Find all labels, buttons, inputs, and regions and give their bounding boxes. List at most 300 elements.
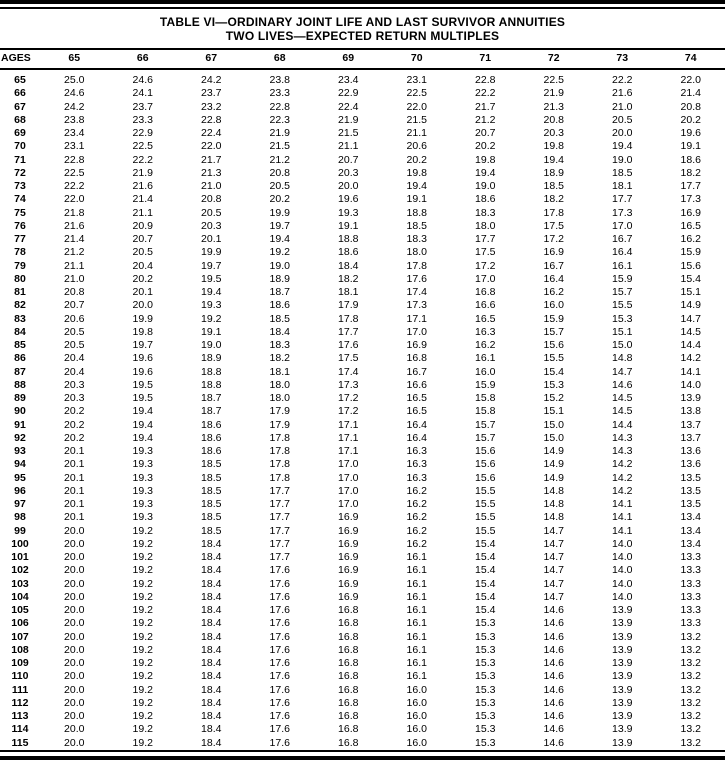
multiple-value: 17.8 (406, 259, 427, 272)
multiple-value: 17.2 (338, 405, 359, 418)
multiple-value: 18.3 (269, 339, 290, 351)
bottom-thick-rule (0, 756, 725, 760)
multiple-value: 15.3 (475, 657, 496, 669)
multiple-value: 17.4 (406, 286, 427, 298)
multiple-value: 14.6 (612, 378, 633, 391)
multiple-value: 15.4 (475, 537, 496, 550)
multiple-value: 21.1 (338, 140, 359, 153)
multiple-value: 18.4 (201, 643, 222, 656)
multiple-value: 19.4 (269, 233, 290, 245)
multiple-value: 18.4 (201, 537, 222, 550)
multiple-value: 16.8 (338, 657, 359, 669)
row-age-label: 86 (14, 352, 26, 365)
ages-column-header: AGES (0, 50, 40, 69)
multiple-value: 18.4 (201, 736, 222, 749)
multiple-value: 13.4 (680, 511, 701, 524)
row-age-label: 105 (11, 604, 29, 616)
multiple-value: 15.4 (475, 590, 496, 603)
multiple-value: 18.4 (201, 590, 222, 603)
multiple-value: 19.6 (338, 193, 359, 206)
multiple-value: 19.4 (201, 286, 222, 298)
table-row (0, 591, 725, 604)
multiple-value: 16.1 (406, 590, 427, 603)
multiple-value: 16.0 (406, 723, 427, 736)
multiple-value: 16.9 (680, 206, 701, 219)
multiple-value: 14.6 (543, 683, 564, 696)
row-age-label: 73 (14, 180, 26, 192)
multiple-value: 14.8 (543, 511, 564, 524)
multiple-value: 18.3 (475, 206, 496, 219)
multiple-value: 18.8 (406, 206, 427, 219)
multiple-value: 17.2 (475, 259, 496, 272)
multiple-value: 14.8 (543, 484, 564, 497)
multiple-value: 18.9 (269, 272, 290, 285)
multiple-value: 13.2 (680, 643, 701, 656)
row-age-label: 97 (14, 498, 26, 510)
multiple-value: 23.1 (406, 74, 427, 86)
multiple-value: 23.1 (64, 140, 85, 153)
row-age-label: 70 (14, 140, 26, 153)
multiple-value: 15.5 (543, 352, 564, 365)
multiple-value: 16.8 (338, 617, 359, 630)
multiple-value: 16.1 (406, 564, 427, 577)
multiple-value: 18.6 (475, 193, 496, 206)
table-row (0, 723, 725, 736)
multiple-value: 21.0 (612, 100, 633, 113)
multiple-value: 16.7 (406, 365, 427, 378)
age-column-header: 70 (383, 50, 452, 69)
table-row (0, 485, 725, 498)
multiple-value: 16.8 (338, 630, 359, 643)
table-row (0, 498, 725, 511)
table-row (0, 419, 725, 432)
multiple-value: 17.7 (269, 551, 290, 563)
multiple-value: 17.7 (680, 180, 701, 192)
multiple-value: 17.0 (338, 471, 359, 484)
multiple-value: 17.2 (543, 233, 564, 245)
multiple-value: 15.5 (475, 498, 496, 510)
row-age-label: 109 (11, 657, 29, 669)
multiple-value: 18.5 (201, 471, 222, 484)
multiple-value: 14.5 (680, 325, 701, 338)
row-age-label: 81 (14, 286, 26, 298)
multiple-value: 23.4 (338, 74, 359, 86)
multiple-value: 21.5 (406, 113, 427, 126)
row-age-label: 72 (14, 166, 26, 179)
multiple-value: 18.4 (269, 325, 290, 338)
table-subtitle: TWO LIVES—EXPECTED RETURN MULTIPLES (225, 29, 500, 43)
table-row (0, 657, 725, 670)
multiple-value: 16.2 (406, 537, 427, 550)
multiple-value: 14.1 (612, 524, 633, 537)
multiple-value: 19.2 (132, 710, 153, 722)
row-age-label: 69 (14, 127, 26, 139)
multiple-value: 13.2 (680, 630, 701, 643)
multiple-value: 13.9 (612, 683, 633, 696)
multiple-value: 19.3 (132, 445, 153, 457)
table-row (0, 631, 725, 644)
multiple-value: 19.2 (132, 617, 153, 630)
multiple-value: 20.0 (612, 127, 633, 139)
multiple-value: 15.3 (475, 670, 496, 683)
multiple-value: 13.5 (680, 471, 701, 484)
multiple-value: 20.1 (64, 511, 85, 524)
multiple-value: 22.2 (475, 87, 496, 100)
multiple-value: 17.0 (406, 325, 427, 338)
multiple-value: 21.6 (132, 180, 153, 192)
multiple-value: 15.4 (475, 551, 496, 563)
multiple-value: 13.9 (612, 604, 633, 616)
table-row (0, 737, 725, 750)
multiple-value: 16.9 (338, 551, 359, 563)
multiple-value: 18.5 (406, 219, 427, 232)
multiple-value: 16.1 (406, 551, 427, 563)
multiple-value: 17.7 (475, 233, 496, 245)
multiple-value: 18.0 (475, 219, 496, 232)
multiple-value: 16.8 (338, 723, 359, 736)
table-row (0, 127, 725, 140)
multiple-value: 16.8 (338, 683, 359, 696)
multiple-value: 22.0 (64, 193, 85, 206)
multiple-value: 20.0 (64, 710, 85, 722)
multiple-value: 23.4 (64, 127, 85, 139)
multiple-value: 20.1 (132, 286, 153, 298)
multiple-value: 15.6 (543, 339, 564, 351)
multiple-value: 17.9 (338, 299, 359, 312)
multiple-value: 18.0 (406, 246, 427, 259)
multiple-value: 15.5 (475, 511, 496, 524)
multiple-value: 13.9 (612, 617, 633, 630)
table-row (0, 525, 725, 538)
multiple-value: 18.4 (201, 670, 222, 683)
row-age-label: 66 (14, 87, 26, 100)
multiple-value: 18.1 (269, 365, 290, 378)
age-column-header: 73 (588, 50, 657, 69)
multiple-value: 17.0 (612, 219, 633, 232)
multiple-value: 13.3 (680, 604, 701, 616)
multiple-value: 18.4 (201, 630, 222, 643)
multiple-value: 15.0 (543, 431, 564, 444)
multiple-value: 20.3 (64, 378, 85, 391)
multiple-value: 21.1 (132, 206, 153, 219)
multiple-value: 17.8 (269, 471, 290, 484)
multiple-value: 21.9 (338, 113, 359, 126)
multiple-value: 20.2 (406, 153, 427, 166)
multiple-value: 21.0 (64, 272, 85, 285)
multiple-value: 23.7 (201, 87, 222, 100)
multiple-value: 16.5 (475, 312, 496, 325)
multiple-value: 14.8 (612, 352, 633, 365)
multiple-value: 24.2 (64, 100, 85, 113)
table-row (0, 617, 725, 630)
multiple-value: 16.2 (406, 524, 427, 537)
multiple-value: 21.4 (132, 193, 153, 206)
multiple-value: 15.7 (543, 325, 564, 338)
multiple-value: 14.7 (612, 365, 633, 378)
multiple-value: 19.0 (269, 259, 290, 272)
multiple-value: 14.4 (680, 339, 701, 351)
multiple-value: 14.3 (612, 445, 633, 457)
table-row (0, 405, 725, 418)
multiple-value: 19.2 (201, 312, 222, 325)
multiple-value: 13.3 (680, 617, 701, 630)
multiple-value: 14.9 (543, 458, 564, 471)
multiple-value: 14.1 (612, 511, 633, 524)
row-age-label: 96 (14, 484, 26, 497)
multiple-value: 19.1 (201, 325, 222, 338)
multiple-value: 18.4 (201, 551, 222, 563)
multiple-value: 17.0 (338, 484, 359, 497)
multiple-value: 16.3 (475, 325, 496, 338)
multiple-value: 16.3 (406, 458, 427, 471)
row-age-label: 77 (14, 233, 26, 245)
multiple-value: 20.4 (64, 365, 85, 378)
multiple-value: 13.4 (680, 524, 701, 537)
multiple-value: 13.4 (680, 537, 701, 550)
multiple-value: 14.3 (612, 431, 633, 444)
multiple-value: 14.9 (680, 299, 701, 312)
header-row (0, 50, 725, 69)
multiple-value: 20.0 (64, 643, 85, 656)
multiple-value: 24.2 (201, 74, 222, 86)
multiple-value: 16.8 (338, 604, 359, 616)
multiple-value: 15.4 (475, 604, 496, 616)
multiple-value: 19.2 (132, 643, 153, 656)
multiple-value: 15.5 (612, 299, 633, 312)
multiple-value: 14.2 (612, 484, 633, 497)
multiple-value: 16.0 (543, 299, 564, 312)
multiple-value: 16.7 (543, 259, 564, 272)
multiple-value: 13.2 (680, 670, 701, 683)
multiple-value: 20.0 (64, 604, 85, 616)
row-age-label: 83 (14, 312, 26, 325)
table-row (0, 299, 725, 312)
multiple-value: 15.3 (612, 312, 633, 325)
multiple-value: 17.1 (338, 431, 359, 444)
table-row (0, 366, 725, 379)
multiple-value: 16.9 (338, 537, 359, 550)
multiple-value: 20.0 (64, 577, 85, 590)
multiple-value: 21.9 (543, 87, 564, 100)
multiple-value: 16.0 (475, 365, 496, 378)
multiple-value: 17.7 (269, 484, 290, 497)
multiple-value: 20.0 (64, 696, 85, 709)
table-row (0, 193, 725, 206)
table-row (0, 379, 725, 392)
multiple-value: 21.7 (201, 153, 222, 166)
multiple-value: 17.5 (543, 219, 564, 232)
multiple-value: 22.0 (201, 140, 222, 153)
multiple-value: 13.9 (612, 736, 633, 749)
multiple-value: 15.3 (475, 683, 496, 696)
multiple-value: 14.6 (543, 630, 564, 643)
multiple-value: 19.0 (612, 153, 633, 166)
multiple-value: 16.9 (338, 524, 359, 537)
multiple-value: 19.3 (132, 511, 153, 524)
row-age-label: 67 (14, 100, 26, 113)
multiple-value: 20.8 (680, 100, 701, 113)
multiple-value: 14.4 (612, 418, 633, 431)
row-age-label: 99 (14, 524, 26, 537)
multiple-value: 19.3 (132, 458, 153, 471)
multiple-value: 17.1 (338, 418, 359, 431)
multiple-value: 19.3 (201, 299, 222, 312)
multiple-value: 17.6 (269, 617, 290, 630)
row-age-label: 88 (14, 378, 26, 391)
multiple-value: 15.3 (475, 617, 496, 630)
multiple-value: 16.9 (406, 339, 427, 351)
multiple-value: 18.6 (269, 299, 290, 312)
multiple-value: 14.0 (612, 577, 633, 590)
multiple-value: 19.1 (680, 140, 701, 153)
multiple-value: 19.5 (132, 392, 153, 404)
multiple-value: 15.3 (475, 630, 496, 643)
multiple-value: 15.4 (543, 365, 564, 378)
multiple-value: 22.5 (64, 166, 85, 179)
multiple-value: 17.7 (269, 537, 290, 550)
multiple-value: 21.9 (132, 166, 153, 179)
multiple-value: 17.8 (543, 206, 564, 219)
multiple-value: 21.1 (64, 259, 85, 272)
multiple-value: 15.5 (475, 524, 496, 537)
multiple-value: 21.7 (475, 100, 496, 113)
multiple-value: 16.8 (338, 670, 359, 683)
multiple-value: 20.2 (64, 405, 85, 418)
multiple-value: 22.9 (338, 87, 359, 100)
multiple-value: 16.8 (338, 736, 359, 749)
multiple-value: 19.8 (132, 325, 153, 338)
table-row (0, 551, 725, 564)
multiple-value: 18.4 (201, 657, 222, 669)
multiple-value: 16.8 (406, 352, 427, 365)
table-row (0, 511, 725, 524)
multiple-value: 19.7 (269, 219, 290, 232)
multiple-value: 17.6 (269, 643, 290, 656)
multiple-value: 21.2 (475, 113, 496, 126)
multiple-value: 18.4 (201, 683, 222, 696)
multiple-value: 19.1 (338, 219, 359, 232)
multiple-value: 21.6 (612, 87, 633, 100)
row-age-label: 71 (14, 153, 26, 166)
multiple-value: 14.6 (543, 643, 564, 656)
multiple-value: 13.3 (680, 551, 701, 563)
multiple-value: 18.5 (201, 498, 222, 510)
multiple-value: 20.0 (64, 670, 85, 683)
table-row (0, 101, 725, 114)
table-row (0, 114, 725, 127)
multiple-value: 17.6 (269, 564, 290, 577)
row-age-label: 80 (14, 272, 26, 285)
multiple-value: 16.2 (680, 233, 701, 245)
multiple-value: 20.1 (64, 458, 85, 471)
table-row (0, 273, 725, 286)
multiple-value: 23.8 (269, 74, 290, 86)
multiple-value: 13.3 (680, 590, 701, 603)
row-age-label: 85 (14, 339, 26, 351)
multiple-value: 14.2 (680, 352, 701, 365)
multiple-value: 20.2 (269, 193, 290, 206)
multiple-value: 20.2 (475, 140, 496, 153)
row-age-label: 114 (11, 723, 29, 736)
multiple-value: 16.4 (543, 272, 564, 285)
table-row (0, 313, 725, 326)
multiple-value: 14.9 (543, 445, 564, 457)
multiple-value: 19.2 (132, 590, 153, 603)
multiple-value: 17.0 (338, 498, 359, 510)
multiple-value: 14.6 (543, 604, 564, 616)
age-column-header: 71 (451, 50, 520, 69)
multiple-value: 16.1 (406, 670, 427, 683)
multiple-value: 19.4 (406, 180, 427, 192)
multiple-value: 14.5 (612, 392, 633, 404)
multiple-value: 16.1 (406, 604, 427, 616)
multiple-value: 13.7 (680, 431, 701, 444)
multiple-value: 15.8 (475, 405, 496, 418)
multiple-value: 17.7 (269, 511, 290, 524)
multiple-value: 18.9 (543, 166, 564, 179)
multiple-value: 21.2 (269, 153, 290, 166)
row-age-label: 110 (11, 670, 29, 683)
multiple-value: 16.0 (406, 683, 427, 696)
multiple-value: 20.2 (64, 431, 85, 444)
multiple-value: 20.0 (64, 683, 85, 696)
multiple-value: 17.6 (269, 710, 290, 722)
multiple-value: 21.2 (64, 246, 85, 259)
multiple-value: 18.6 (338, 246, 359, 259)
table-row (0, 432, 725, 445)
row-age-label: 84 (14, 325, 26, 338)
multiple-value: 14.6 (543, 723, 564, 736)
multiple-value: 14.6 (543, 736, 564, 749)
multiple-value: 15.4 (475, 577, 496, 590)
multiple-value: 19.8 (406, 166, 427, 179)
multiple-value: 20.5 (132, 246, 153, 259)
multiple-value: 19.2 (269, 246, 290, 259)
multiple-value: 18.2 (680, 166, 701, 179)
multiple-value: 19.3 (132, 498, 153, 510)
multiple-value: 15.5 (475, 484, 496, 497)
multiple-value: 13.2 (680, 696, 701, 709)
multiple-value: 20.4 (132, 259, 153, 272)
multiple-value: 19.3 (132, 471, 153, 484)
multiple-value: 18.4 (338, 259, 359, 272)
multiple-value: 20.0 (64, 564, 85, 577)
multiple-value: 14.7 (680, 312, 701, 325)
multiple-value: 18.5 (543, 180, 564, 192)
multiple-value: 23.3 (132, 113, 153, 126)
multiple-value: 16.5 (406, 405, 427, 418)
multiple-value: 19.6 (132, 365, 153, 378)
multiple-value: 18.5 (201, 524, 222, 537)
multiple-value: 13.9 (680, 392, 701, 404)
multiple-value: 23.8 (64, 113, 85, 126)
multiple-value: 16.6 (406, 378, 427, 391)
multiple-value: 15.9 (475, 378, 496, 391)
multiple-value: 18.5 (201, 511, 222, 524)
multiple-value: 18.4 (201, 564, 222, 577)
multiple-value: 13.9 (612, 710, 633, 722)
multiple-value: 20.1 (64, 498, 85, 510)
multiple-value: 13.9 (612, 723, 633, 736)
multiple-value: 17.9 (269, 405, 290, 418)
table-row (0, 352, 725, 365)
multiple-value: 20.5 (64, 325, 85, 338)
row-age-label: 98 (14, 511, 26, 524)
row-age-label: 91 (14, 418, 26, 431)
multiple-value: 19.6 (132, 352, 153, 365)
multiple-value: 22.8 (201, 113, 222, 126)
multiple-value: 22.8 (64, 153, 85, 166)
